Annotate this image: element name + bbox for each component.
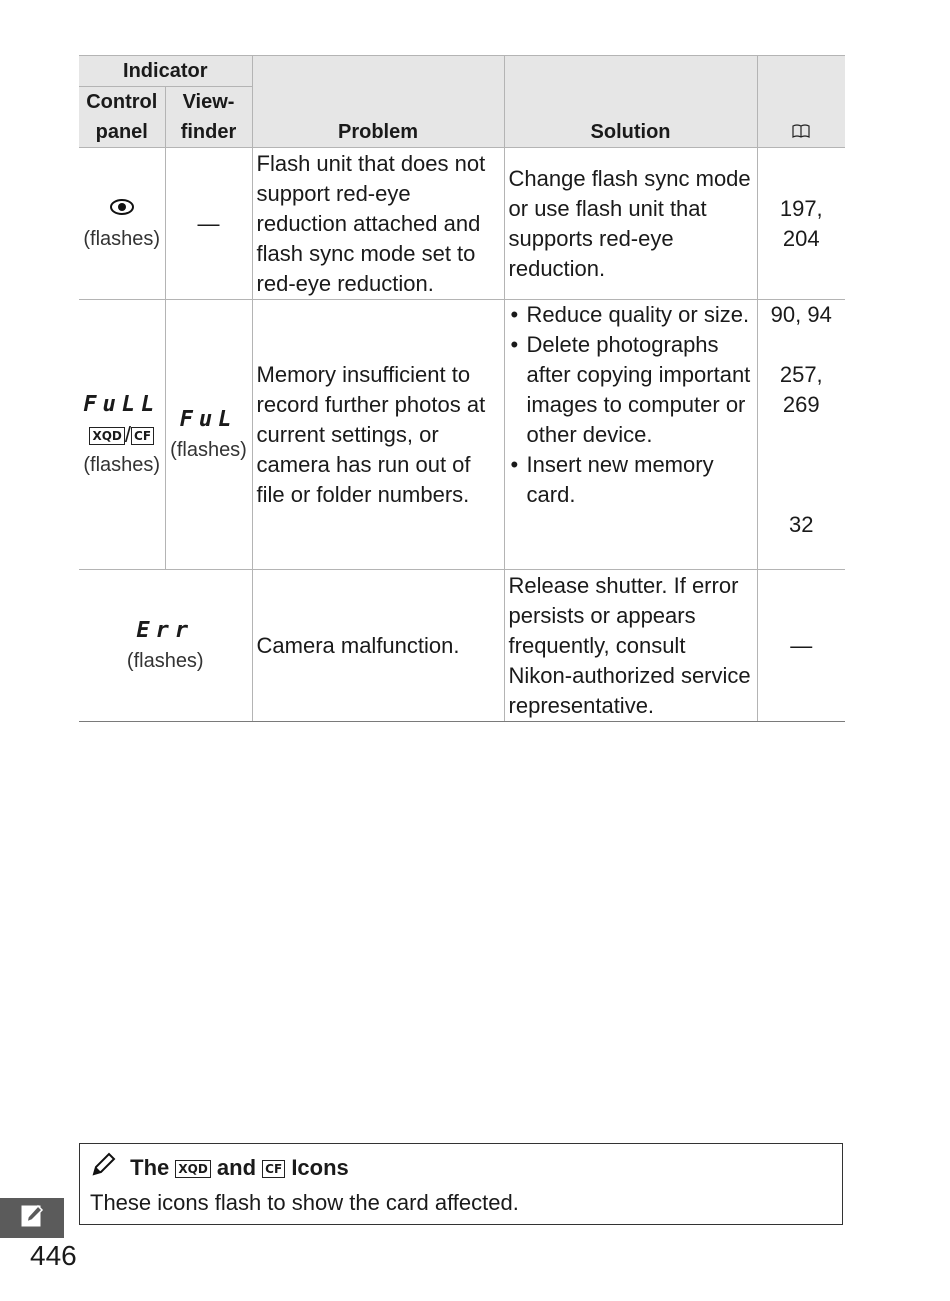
- note-title: [90, 1152, 832, 1186]
- solution-list: [509, 300, 753, 510]
- full-display: FuLL: [83, 391, 161, 417]
- flashes-note: (flashes): [83, 227, 161, 250]
- page-reference-header: [757, 56, 845, 148]
- list-item: • Insert new memory card.: [509, 450, 753, 510]
- solution-cell: [504, 300, 757, 570]
- solution-cell: Change flash sync mode or use flash unit that supports red-eye reduction.: [504, 148, 757, 300]
- note-box: [79, 1143, 843, 1225]
- page-reference-cell: —: [757, 570, 845, 722]
- list-item: • Reduce quality or size.: [509, 300, 753, 330]
- page-number: 446: [30, 1240, 77, 1271]
- viewfinder-cell: —: [165, 148, 252, 300]
- page-reference-cell: 197, 204: [757, 148, 845, 300]
- red-eye-icon: [83, 194, 161, 224]
- solution-cell: Release shutter. If error persists or appears frequently, consult Nikon-authorized service representative.: [504, 570, 757, 722]
- note-body: These icons flash to show the card affected.: [90, 1190, 519, 1215]
- cf-card-icon: CF: [131, 427, 154, 445]
- indicator-cell: [79, 570, 252, 722]
- pencil-icon: [90, 1152, 118, 1186]
- solution-header: Solution: [504, 56, 757, 148]
- cf-card-icon: CF: [262, 1160, 285, 1178]
- err-display: Err: [136, 617, 195, 643]
- list-item: • Delete photographs after copying important images to computer or other device.: [509, 330, 753, 450]
- control-panel-cell: [79, 300, 165, 570]
- problem-cell: Flash unit that does not support red-eye reduction attached and flash sync mode set to red-eye reduction.: [252, 148, 504, 300]
- note-title-text: and: [216, 1154, 257, 1180]
- book-icon: [792, 121, 810, 143]
- control-panel-header: Control panel: [79, 87, 165, 148]
- notes-icon: [18, 1202, 46, 1235]
- ful-display: FuL: [179, 406, 238, 432]
- page-reference-cell: [757, 300, 845, 570]
- note-title-text: The: [130, 1154, 170, 1180]
- card-separator: /: [124, 421, 132, 447]
- flashes-note: (flashes): [126, 649, 204, 672]
- card-icons: [83, 420, 161, 450]
- indicator-header: Indicator: [79, 56, 252, 87]
- note-title-text: Icons: [291, 1154, 349, 1180]
- side-tab: [0, 1198, 64, 1238]
- viewfinder-header: View-finder: [165, 87, 252, 148]
- flashes-note: (flashes): [83, 453, 161, 476]
- page-ref: 90, 94: [770, 302, 832, 327]
- flashes-note: (flashes): [170, 438, 247, 461]
- control-panel-cell: [79, 148, 165, 300]
- problem-cell: Memory insufficient to record further photos at current settings, or camera has run out of file or folder numbers.: [252, 300, 504, 570]
- viewfinder-cell: [165, 300, 252, 570]
- xqd-card-icon: XQD: [89, 427, 124, 445]
- problem-header: Problem: [252, 56, 504, 148]
- page-ref: 257, 269: [779, 362, 823, 417]
- error-indicator-table: [79, 55, 845, 722]
- page-ref: 32: [789, 512, 814, 537]
- xqd-card-icon: XQD: [175, 1160, 210, 1178]
- problem-cell: Camera malfunction.: [252, 570, 504, 722]
